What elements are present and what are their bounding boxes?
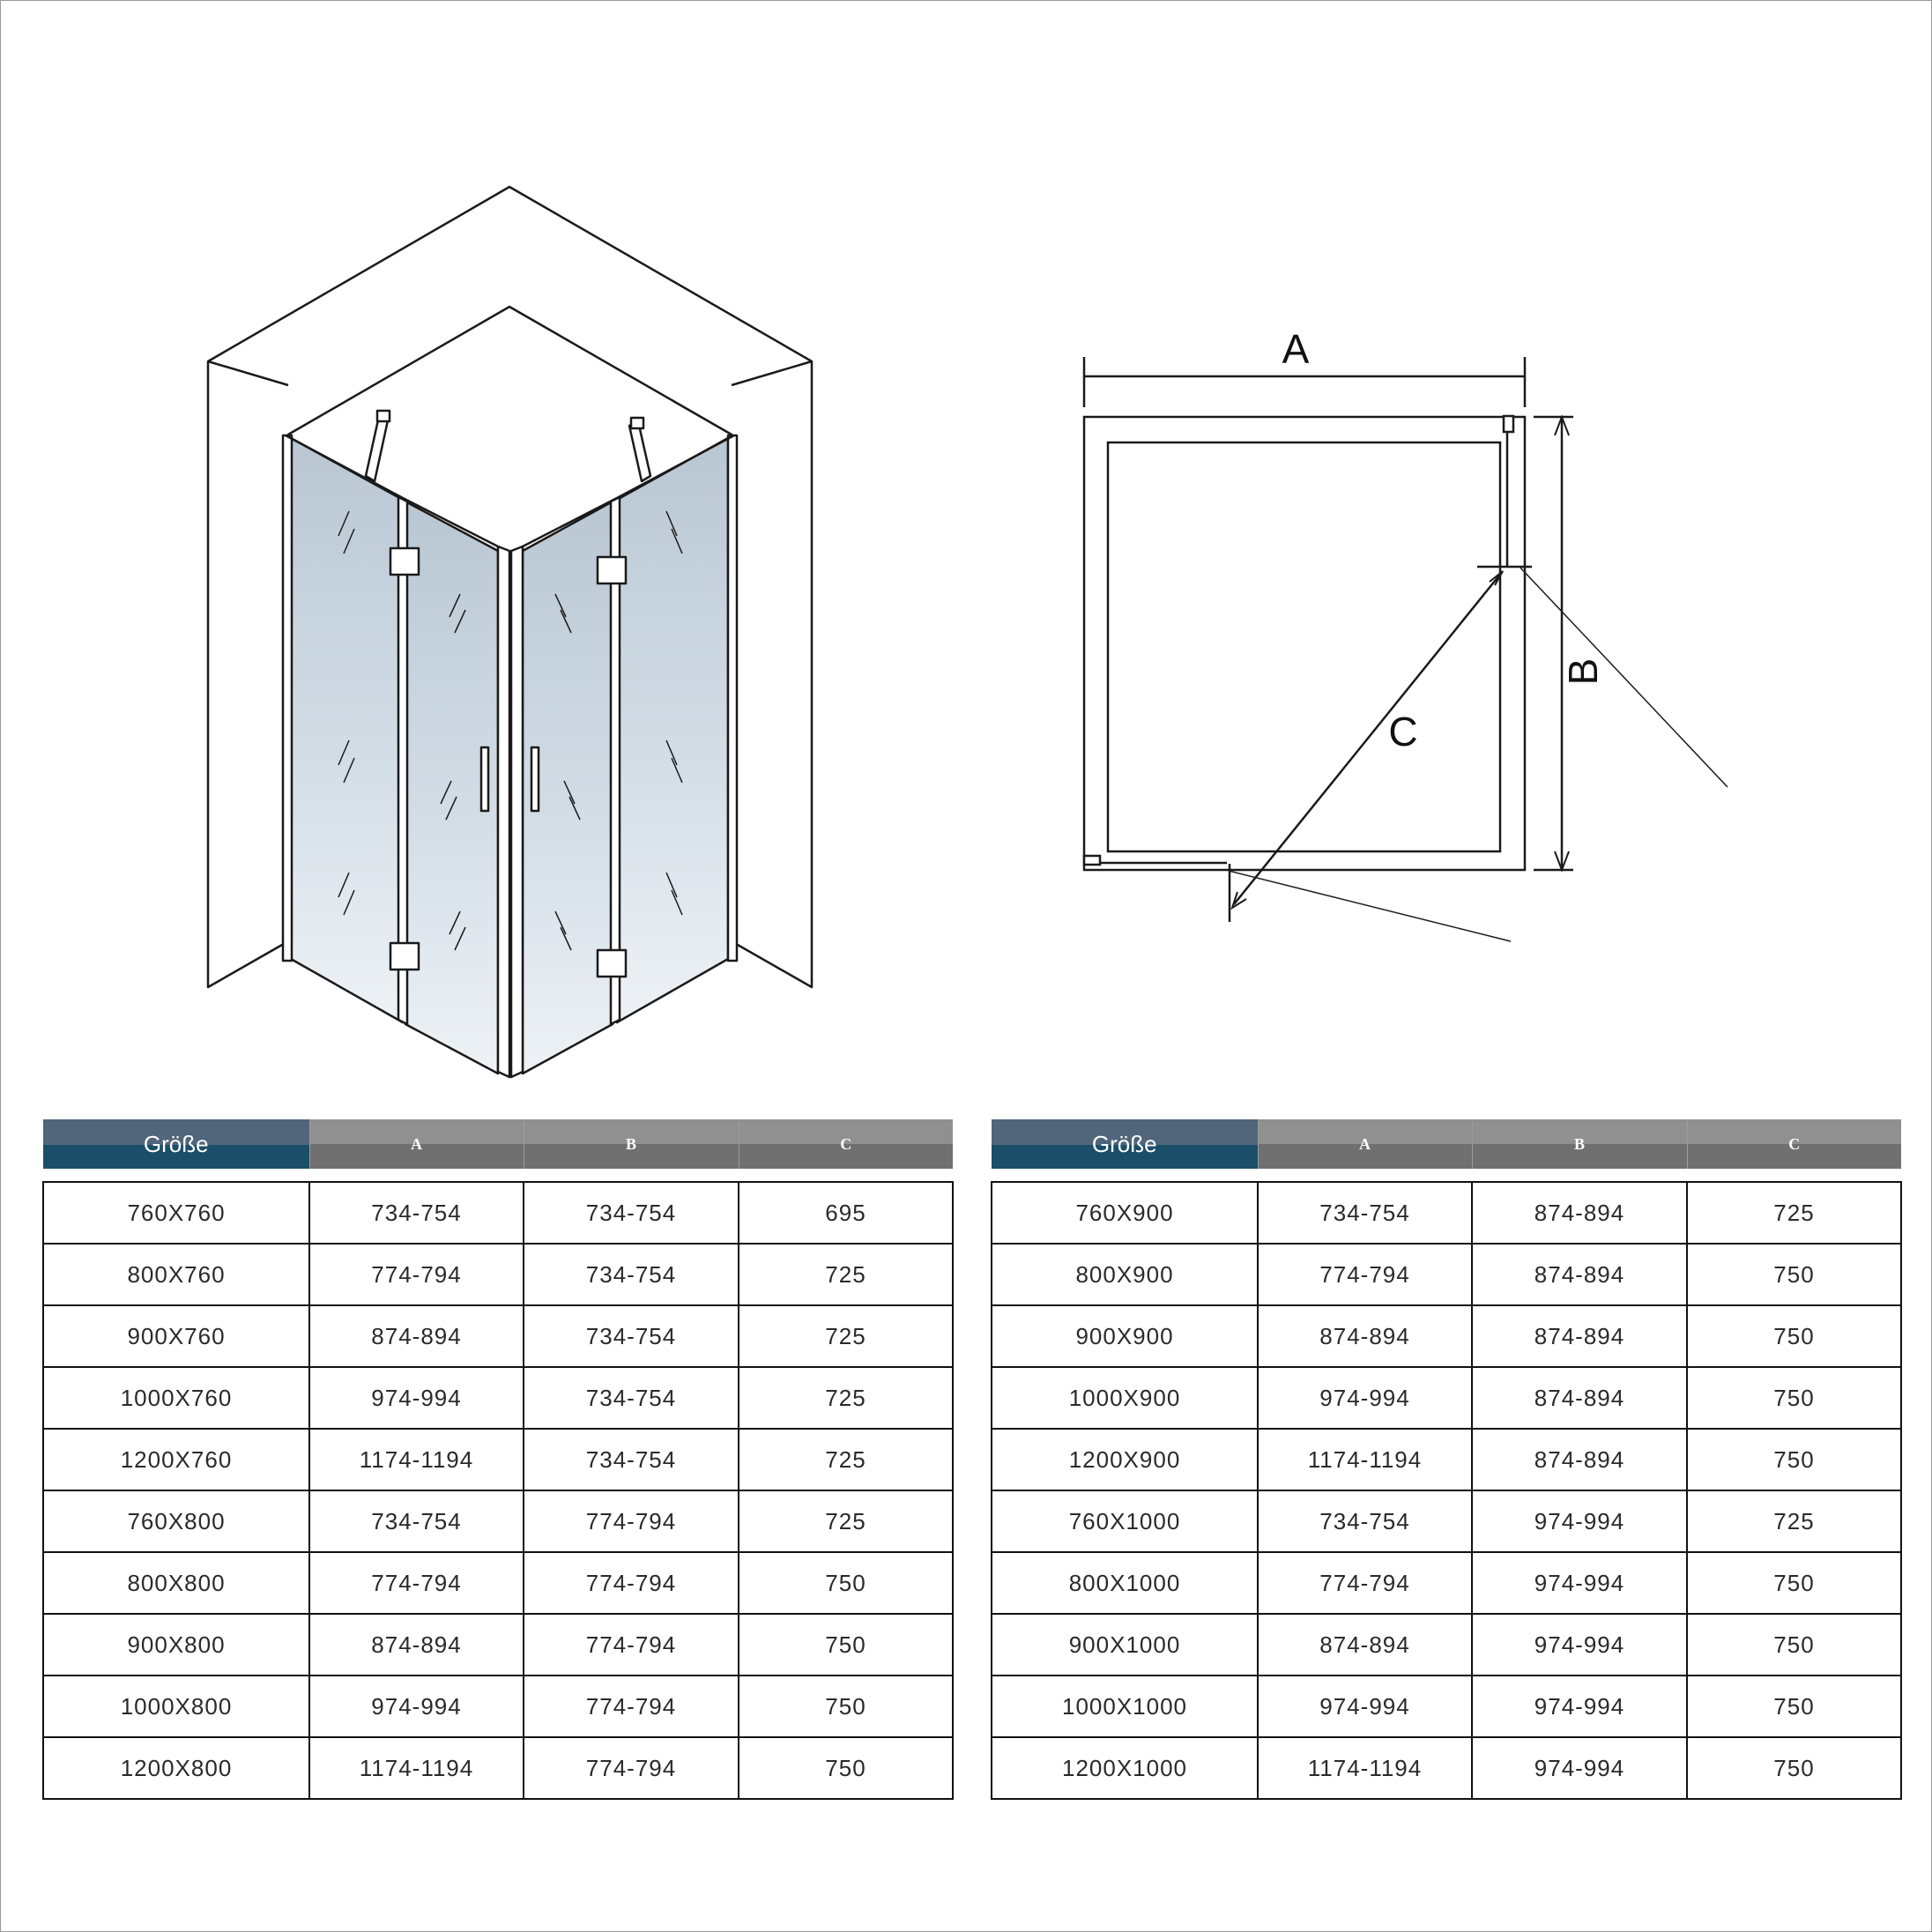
- cell-a: 774-794: [1258, 1244, 1472, 1305]
- header-size: Größe: [992, 1119, 1258, 1169]
- cell-b: 774-794: [524, 1552, 739, 1614]
- cell-b: 974-994: [1472, 1552, 1687, 1614]
- header-a: A: [309, 1119, 524, 1169]
- cell-a: 1174-1194: [309, 1429, 524, 1490]
- cell-b: 734-754: [524, 1429, 739, 1490]
- size-table-right: [991, 1119, 1902, 1800]
- cell-c: 750: [1687, 1244, 1901, 1305]
- cell-a: 774-794: [309, 1552, 524, 1614]
- cell-c: 725: [1687, 1490, 1901, 1552]
- header-b: B: [524, 1119, 739, 1169]
- cell-c: 750: [1687, 1737, 1901, 1799]
- table-row: [43, 1490, 953, 1552]
- cell-c: 750: [739, 1676, 953, 1737]
- cell-b: 974-994: [1472, 1676, 1687, 1737]
- cell-c: 750: [739, 1737, 953, 1799]
- table-row: [992, 1429, 1901, 1490]
- cell-b: 874-894: [1472, 1429, 1687, 1490]
- cell-size: 800X900: [992, 1244, 1258, 1305]
- cell-a: 774-794: [309, 1244, 524, 1305]
- cell-a: 974-994: [1258, 1676, 1472, 1737]
- cell-c: 725: [1687, 1182, 1901, 1244]
- table-row: [992, 1305, 1901, 1367]
- top-view-diagram: [1084, 357, 1728, 941]
- cell-a: 774-794: [1258, 1552, 1472, 1614]
- stabilizer-bars: [366, 411, 650, 481]
- cell-size: 760X760: [43, 1182, 309, 1244]
- table-row: [992, 1490, 1901, 1552]
- cell-b: 774-794: [524, 1614, 739, 1676]
- cell-a: 1174-1194: [1258, 1737, 1472, 1799]
- cell-size: 1200X760: [43, 1429, 309, 1490]
- table-row: [992, 1552, 1901, 1614]
- cell-a: 1174-1194: [1258, 1429, 1472, 1490]
- cell-size: 1000X900: [992, 1367, 1258, 1429]
- cell-a: 974-994: [309, 1676, 524, 1737]
- table-row: [992, 1614, 1901, 1676]
- size-table-left: [42, 1119, 954, 1800]
- cell-c: 750: [1687, 1429, 1901, 1490]
- cell-b: 874-894: [1472, 1244, 1687, 1305]
- table-row: [43, 1244, 953, 1305]
- cell-a: 974-994: [1258, 1367, 1472, 1429]
- outer-outline: [1084, 417, 1525, 870]
- cell-b: 874-894: [1472, 1305, 1687, 1367]
- cell-b: 734-754: [524, 1305, 739, 1367]
- cell-c: 750: [1687, 1552, 1901, 1614]
- cell-b: 974-994: [1472, 1490, 1687, 1552]
- shower-enclosure-illustration: [208, 187, 812, 1077]
- cell-a: 734-754: [309, 1490, 524, 1552]
- cell-b: 734-754: [524, 1367, 739, 1429]
- cell-b: 734-754: [524, 1182, 739, 1244]
- dimension-label-a: A: [1282, 326, 1310, 372]
- cell-size: 1000X800: [43, 1676, 309, 1737]
- cell-b: 774-794: [524, 1676, 739, 1737]
- cell-c: 750: [739, 1552, 953, 1614]
- right-glass-panels: [511, 435, 737, 1077]
- dimension-label-b: B: [1560, 658, 1606, 686]
- cell-c: 725: [739, 1367, 953, 1429]
- table-header-row: [43, 1119, 953, 1169]
- cell-size: 900X760: [43, 1305, 309, 1367]
- cell-size: 1000X1000: [992, 1676, 1258, 1737]
- header-a: A: [1258, 1119, 1472, 1169]
- cell-size: 1200X900: [992, 1429, 1258, 1490]
- cell-size: 800X1000: [992, 1552, 1258, 1614]
- cell-c: 725: [739, 1429, 953, 1490]
- table-row: [992, 1737, 1901, 1799]
- cell-c: 725: [739, 1490, 953, 1552]
- table-row: [992, 1676, 1901, 1737]
- cell-c: 750: [1687, 1367, 1901, 1429]
- table-row: [992, 1182, 1901, 1244]
- cell-c: 725: [739, 1244, 953, 1305]
- cell-a: 874-894: [1258, 1614, 1472, 1676]
- cell-size: 1200X800: [43, 1737, 309, 1799]
- cell-size: 760X1000: [992, 1490, 1258, 1552]
- cell-b: 874-894: [1472, 1182, 1687, 1244]
- cell-c: 750: [739, 1614, 953, 1676]
- header-c: C: [1687, 1119, 1901, 1169]
- cell-b: 974-994: [1472, 1614, 1687, 1676]
- cell-size: 800X800: [43, 1552, 309, 1614]
- cell-a: 874-894: [1258, 1305, 1472, 1367]
- cell-c: 725: [739, 1305, 953, 1367]
- header-c: C: [739, 1119, 953, 1169]
- cell-size: 800X760: [43, 1244, 309, 1305]
- cell-c: 750: [1687, 1305, 1901, 1367]
- table-row: [43, 1676, 953, 1737]
- cell-a: 734-754: [1258, 1490, 1472, 1552]
- cell-c: 695: [739, 1182, 953, 1244]
- dimension-label-c: C: [1388, 709, 1418, 754]
- table-header-row: [992, 1119, 1901, 1169]
- cell-c: 750: [1687, 1676, 1901, 1737]
- header-b: B: [1472, 1119, 1687, 1169]
- table-row: [992, 1367, 1901, 1429]
- table-row: [43, 1429, 953, 1490]
- cell-a: 734-754: [1258, 1182, 1472, 1244]
- cell-b: 774-794: [524, 1490, 739, 1552]
- cell-a: 874-894: [309, 1614, 524, 1676]
- cell-a: 974-994: [309, 1367, 524, 1429]
- table-row: [43, 1614, 953, 1676]
- cell-a: 734-754: [309, 1182, 524, 1244]
- cell-b: 774-794: [524, 1737, 739, 1799]
- table-row: [43, 1367, 953, 1429]
- cell-a: 1174-1194: [309, 1737, 524, 1799]
- cell-size: 900X1000: [992, 1614, 1258, 1676]
- table-row: [992, 1244, 1901, 1305]
- cell-size: 760X800: [43, 1490, 309, 1552]
- left-glass-panels: [283, 435, 509, 1077]
- cell-b: 974-994: [1472, 1737, 1687, 1799]
- table-row: [43, 1182, 953, 1244]
- cell-size: 1200X1000: [992, 1737, 1258, 1799]
- table-row: [43, 1552, 953, 1614]
- table-row: [43, 1737, 953, 1799]
- table-row: [43, 1305, 953, 1367]
- cell-a: 874-894: [309, 1305, 524, 1367]
- cell-c: 750: [1687, 1614, 1901, 1676]
- cell-b: 874-894: [1472, 1367, 1687, 1429]
- cell-size: 1000X760: [43, 1367, 309, 1429]
- cell-size: 900X800: [43, 1614, 309, 1676]
- cell-b: 734-754: [524, 1244, 739, 1305]
- cell-size: 900X900: [992, 1305, 1258, 1367]
- cell-size: 760X900: [992, 1182, 1258, 1244]
- header-size: Größe: [43, 1119, 309, 1169]
